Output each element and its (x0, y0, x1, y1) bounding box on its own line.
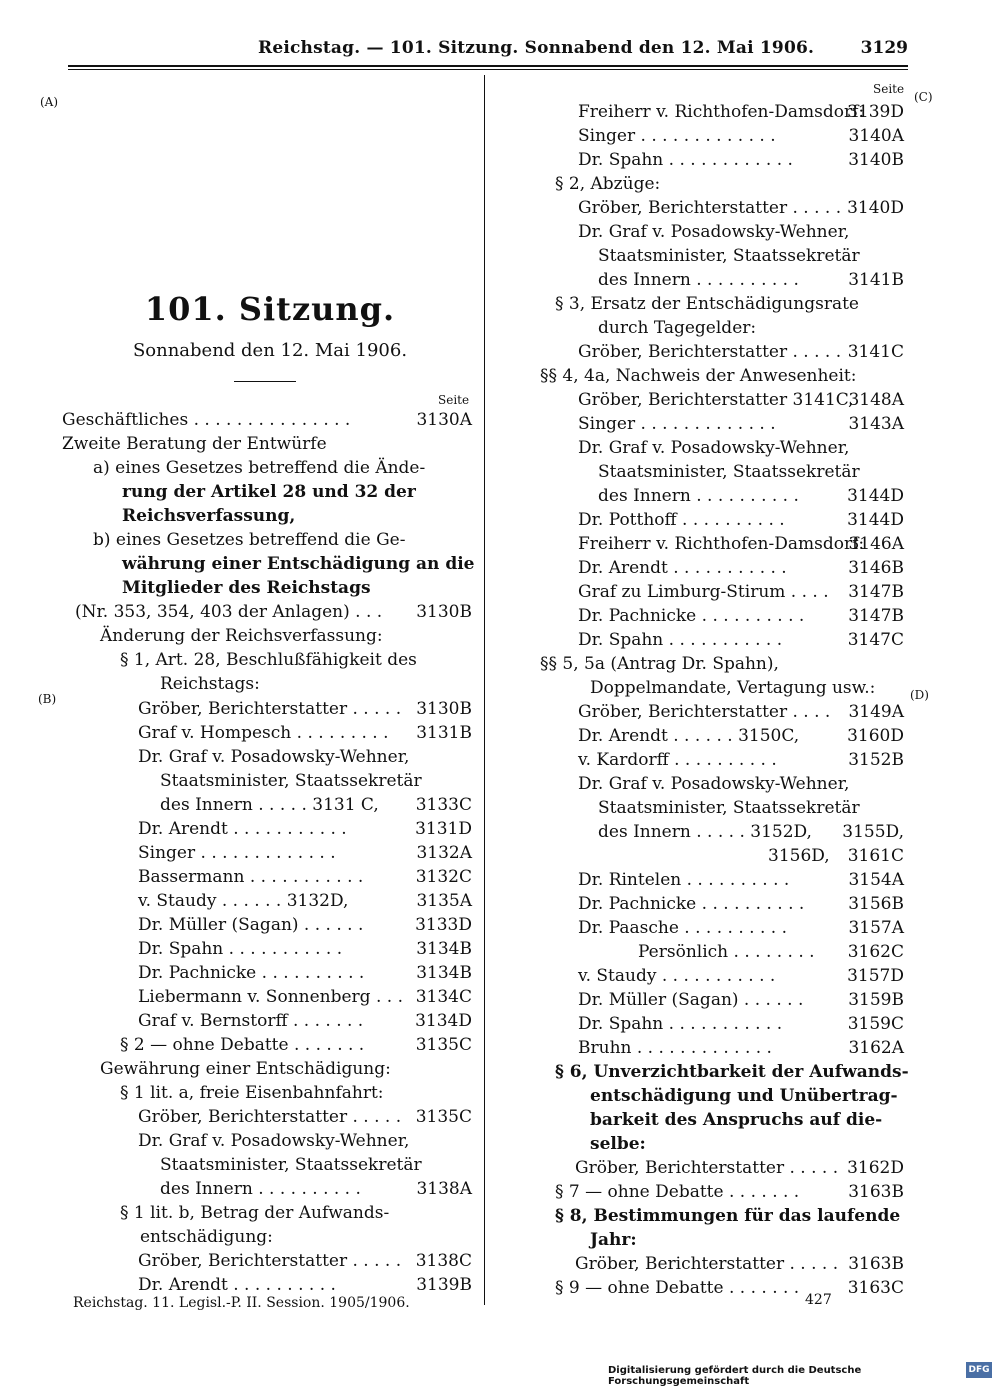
right-index-entry (578, 388, 904, 412)
entry-text: a) eines Gesetzes betreffend die Ände- (93, 458, 426, 478)
session-title: 101. Sitzung. (144, 290, 396, 328)
left-index-entry (160, 1153, 472, 1177)
entry-text: Dr. Spahn . . . . . . . . . . . (138, 939, 343, 959)
right-index-entry (638, 940, 904, 964)
entry-page-ref: 3132C (415, 867, 472, 887)
right-index-entry (578, 340, 904, 364)
entry-text: b) eines Gesetzes betreffend die Ge- (93, 530, 406, 550)
entry-text: des Innern . . . . . 3131 C, (160, 795, 379, 815)
entry-page-ref: 3143A (848, 414, 904, 434)
entry-text: Gröber, Berichterstatter . . . . . (138, 699, 402, 719)
margin-marker-a: (A) (40, 95, 59, 109)
right-index-entry (555, 1180, 904, 1204)
left-index-entry (62, 432, 472, 456)
right-index-entry (590, 1108, 904, 1132)
left-index-entry (62, 408, 472, 432)
entry-text: § 2 — ohne Debatte . . . . . . . (120, 1035, 365, 1055)
entry-page-ref: 3130B (416, 602, 472, 622)
right-index-entry (578, 868, 904, 892)
left-index-entry (140, 1225, 472, 1249)
entry-text: Gröber, Berichterstatter . . . . (578, 702, 831, 722)
entry-page-ref: 3138A (416, 1179, 472, 1199)
entry-text: barkeit des Anspruchs auf die- (590, 1110, 883, 1130)
right-index-entry (590, 1228, 904, 1252)
right-index-entry (578, 892, 904, 916)
entry-page-ref: 3133C (415, 795, 472, 815)
header-rule-thin (68, 69, 908, 70)
entry-page-ref: 3138C (415, 1251, 472, 1271)
entry-text: Dr. Graf v. Posadowsky-Wehner, (138, 747, 410, 767)
entry-text: Graf zu Limburg-Stirum . . . . (578, 582, 829, 602)
margin-marker-b: (B) (38, 692, 57, 706)
entry-page-ref: 3131B (416, 723, 472, 743)
entry-page-ref: 3134B (416, 963, 472, 983)
entry-text: Dr. Arendt . . . . . . . . . . . (578, 558, 787, 578)
entry-text: Gröber, Berichterstatter 3141C, (578, 390, 854, 410)
session-date: Sonnabend den 12. Mai 1906. (132, 340, 408, 361)
left-index-entry (100, 624, 472, 648)
right-index-entry (578, 604, 904, 628)
entry-text: rung der Artikel 28 und 32 der (122, 482, 416, 502)
entry-text: Dr. Graf v. Posadowsky-Wehner, (138, 1131, 410, 1151)
entry-text: Reichstags: (160, 674, 260, 694)
right-index-entry (578, 580, 904, 604)
left-index-entry (160, 769, 472, 793)
left-index-entry (138, 865, 472, 889)
left-index-entry (138, 841, 472, 865)
entry-text: entschädigung: (140, 1227, 273, 1247)
entry-page-ref: 3134B (416, 939, 472, 959)
right-index-entry (578, 532, 904, 556)
right-index-entry (598, 484, 904, 508)
entry-text: § 1 lit. b, Betrag der Aufwands- (120, 1203, 390, 1223)
entry-text: § 3, Ersatz der Entschädigungsrate (555, 294, 859, 314)
entry-text: des Innern . . . . . . . . . . (598, 486, 799, 506)
margin-marker-d: (D) (910, 688, 929, 702)
right-index-entry (598, 244, 904, 268)
right-index-entry (590, 676, 904, 700)
entry-text: (Nr. 353, 354, 403 der Anlagen) . . . (75, 602, 383, 622)
left-index-entry (100, 1057, 472, 1081)
left-index-entry (120, 1201, 472, 1225)
entry-text: Jahr: (590, 1230, 637, 1250)
entry-text: Dr. Potthoff . . . . . . . . . . (578, 510, 785, 530)
entry-text: Dr. Pachnicke . . . . . . . . . . (578, 606, 805, 626)
entry-text: Dr. Pachnicke . . . . . . . . . . (578, 894, 805, 914)
left-index-entry (160, 793, 472, 817)
entry-page-ref: 3139D (847, 102, 904, 122)
right-index-entry (575, 1252, 904, 1276)
entry-page-ref: 3139B (416, 1275, 472, 1295)
left-index-entry (138, 745, 472, 769)
running-header-title: Reichstag. — 101. Sitzung. Sonnabend den 12. Mai 1906. (258, 38, 815, 58)
entry-text: Freiherr v. Richthofen-Damsdorf: (578, 534, 865, 554)
entry-page-ref: 3140A (848, 126, 904, 146)
right-index-entry (598, 460, 904, 484)
entry-text: Staatsminister, Staatssekretär (598, 798, 860, 818)
entry-text: des Innern . . . . . 3152D, (598, 822, 812, 842)
right-index-entry (555, 292, 904, 316)
right-index-entry (578, 916, 904, 940)
entry-page-ref: 3162C (847, 942, 904, 962)
left-index-entry (138, 937, 472, 961)
entry-text: v. Staudy . . . . . . . . . . . (578, 966, 776, 986)
left-index-entry (138, 697, 472, 721)
seite-label-right: Seite (873, 82, 905, 96)
entry-page-ref: 3162D (847, 1158, 904, 1178)
entry-page-ref: 3144D (847, 486, 904, 506)
entry-text: Änderung der Reichsverfassung: (100, 626, 383, 646)
entry-text: Doppelmandate, Vertagung usw.: (590, 678, 876, 698)
entry-text: Staatsminister, Staatssekretär (598, 246, 860, 266)
entry-page-ref: 3147B (848, 582, 904, 602)
entry-text: §§ 4, 4a, Nachweis der Anwesenheit: (540, 366, 857, 386)
left-index-entry (138, 1129, 472, 1153)
entry-text: Zweite Beratung der Entwürfe (62, 434, 327, 454)
right-index-entry (555, 1060, 909, 1084)
entry-text: Dr. Graf v. Posadowsky-Wehner, (578, 774, 850, 794)
footer-session-info: Reichstag. 11. Legisl.-P. II. Session. 1905/1906. (73, 1295, 410, 1311)
right-index-entry (590, 1132, 904, 1156)
entry-page-ref: 3163B (848, 1182, 904, 1202)
entry-text: § 1 lit. a, freie Eisenbahnfahrt: (120, 1083, 384, 1103)
entry-page-ref: 3130A (416, 410, 472, 430)
entry-text: Staatsminister, Staatssekretär (598, 462, 860, 482)
entry-text: § 9 — ohne Debatte . . . . . . . (555, 1278, 800, 1298)
left-index-entry (138, 1273, 472, 1297)
right-index-entry (768, 844, 904, 868)
entry-text: § 7 — ohne Debatte . . . . . . . (555, 1182, 800, 1202)
entry-text: § 1, Art. 28, Beschlußfähigkeit des (120, 650, 417, 670)
entry-page-ref: 3146B (848, 558, 904, 578)
entry-text: Dr. Graf v. Posadowsky-Wehner, (578, 222, 850, 242)
entry-page-ref: 3140B (848, 150, 904, 170)
left-index-entry (120, 648, 472, 672)
entry-page-ref: 3141B (848, 270, 904, 290)
entry-text: Singer . . . . . . . . . . . . . (578, 414, 776, 434)
entry-text: Dr. Müller (Sagan) . . . . . . (138, 915, 364, 935)
entry-page-ref: 3147C (847, 630, 904, 650)
entry-text: §§ 5, 5a (Antrag Dr. Spahn), (540, 654, 779, 674)
entry-text: Dr. Rintelen . . . . . . . . . . (578, 870, 790, 890)
right-index-entry (540, 364, 904, 388)
page-number: 3129 (860, 38, 908, 58)
entry-text: Geschäftliches . . . . . . . . . . . . . . . (62, 410, 351, 430)
entry-page-ref: 3149A (848, 702, 904, 722)
entry-page-ref: 3134C (415, 987, 472, 1007)
entry-page-ref: 3132A (416, 843, 472, 863)
entry-text: Bassermann . . . . . . . . . . . (138, 867, 364, 887)
digitization-credit: Digitalisierung gefördert durch die Deutsche Forschungsgemeinschaft (608, 1365, 862, 1387)
left-index-entry (93, 528, 472, 552)
right-index-entry (598, 820, 904, 844)
right-index-entry (578, 148, 904, 172)
entry-text: Dr. Arendt . . . . . . . . . . . (138, 819, 347, 839)
entry-text: Graf v. Hompesch . . . . . . . . . (138, 723, 389, 743)
entry-page-ref: 3161C (847, 846, 904, 866)
entry-text: § 2, Abzüge: (555, 174, 661, 194)
entry-text: entschädigung und Unübertrag- (590, 1086, 898, 1106)
right-index-entry (578, 196, 904, 220)
entry-text: 3156D, (768, 846, 830, 866)
right-index-entry (590, 1084, 904, 1108)
entry-page-ref: 3144D (847, 510, 904, 530)
column-divider (484, 75, 485, 1305)
entry-text: Gröber, Berichterstatter . . . . . (578, 342, 842, 362)
left-index-entry (138, 913, 472, 937)
right-index-entry (555, 172, 904, 196)
entry-text: des Innern . . . . . . . . . . (160, 1179, 361, 1199)
left-index-entry (160, 1177, 472, 1201)
entry-text: Singer . . . . . . . . . . . . . (138, 843, 336, 863)
right-index-entry (578, 508, 904, 532)
entry-text: Gröber, Berichterstatter . . . . . (575, 1254, 839, 1274)
left-index-entry (138, 985, 472, 1009)
left-index-entry (122, 576, 472, 600)
right-index-entry (578, 700, 904, 724)
entry-page-ref: 3155D, (842, 822, 904, 842)
right-index-entry (575, 1156, 904, 1180)
entry-text: Dr. Spahn . . . . . . . . . . . (578, 630, 783, 650)
left-index-entry (122, 552, 475, 576)
entry-text: Persönlich . . . . . . . . (638, 942, 815, 962)
entry-text: Staatsminister, Staatssekretär (160, 771, 422, 791)
left-index-entry (120, 1033, 472, 1057)
entry-text: Dr. Graf v. Posadowsky-Wehner, (578, 438, 850, 458)
right-index-entry (578, 748, 904, 772)
entry-text: Gewährung einer Entschädigung: (100, 1059, 391, 1079)
left-index-entry (138, 817, 472, 841)
entry-page-ref: 3159B (848, 990, 904, 1010)
entry-text: Freiherr v. Richthofen-Damsdorf: (578, 102, 865, 122)
entry-text: Dr. Pachnicke . . . . . . . . . . (138, 963, 365, 983)
right-index-entry (578, 988, 904, 1012)
entry-page-ref: 3152B (848, 750, 904, 770)
left-index-entry (138, 721, 472, 745)
left-index-entry (160, 672, 472, 696)
entry-text: durch Tagegelder: (598, 318, 757, 338)
right-index-entry (578, 1012, 904, 1036)
entry-page-ref: 3135C (415, 1107, 472, 1127)
entry-page-ref: 3135C (415, 1035, 472, 1055)
entry-page-ref: 3160D (847, 726, 904, 746)
right-index-entry (578, 220, 904, 244)
entry-text: v. Staudy . . . . . . 3132D, (138, 891, 349, 911)
entry-text: Dr. Paasche . . . . . . . . . . (578, 918, 787, 938)
right-index-entry (598, 316, 904, 340)
right-index-entry (578, 1036, 904, 1060)
left-index-entry (122, 480, 472, 504)
entry-page-ref: 3141C (847, 342, 904, 362)
entry-page-ref: 3162A (848, 1038, 904, 1058)
left-index-entry (138, 1249, 472, 1273)
margin-marker-c: (C) (914, 90, 933, 104)
entry-text: Staatsminister, Staatssekretär (160, 1155, 422, 1175)
seite-label-left: Seite (438, 393, 470, 407)
title-rule (234, 381, 296, 382)
right-index-entry (578, 724, 904, 748)
left-index-entry (138, 1009, 472, 1033)
entry-page-ref: 3133D (415, 915, 472, 935)
left-index-entry (122, 504, 472, 528)
entry-text: Dr. Spahn . . . . . . . . . . . (578, 1014, 783, 1034)
entry-text: Dr. Arendt . . . . . . 3150C, (578, 726, 800, 746)
right-index-entry (540, 652, 904, 676)
entry-text: Gröber, Berichterstatter . . . . . (575, 1158, 839, 1178)
header-rule (68, 65, 908, 67)
entry-text: selbe: (590, 1134, 646, 1154)
right-index-entry (598, 268, 904, 292)
entry-page-ref: 3146A (848, 534, 904, 554)
entry-text: Mitglieder des Reichstags (122, 578, 371, 598)
entry-text: Dr. Spahn . . . . . . . . . . . . (578, 150, 793, 170)
running-header (258, 38, 908, 64)
entry-page-ref: 3148A (848, 390, 904, 410)
entry-text: Bruhn . . . . . . . . . . . . . (578, 1038, 772, 1058)
left-index-entry (138, 889, 472, 913)
right-index-entry (555, 1276, 904, 1300)
entry-page-ref: 3140D (847, 198, 904, 218)
entry-page-ref: 3163B (848, 1254, 904, 1274)
entry-text: § 8, Bestimmungen für das laufende (555, 1206, 901, 1226)
entry-page-ref: 3157A (848, 918, 904, 938)
entry-page-ref: 3147B (848, 606, 904, 626)
entry-text: währung einer Entschädigung an die (122, 554, 475, 574)
entry-text: Liebermann v. Sonnenberg . . . (138, 987, 403, 1007)
right-index-entry (578, 556, 904, 580)
entry-page-ref: 3135A (416, 891, 472, 911)
right-index-entry (578, 964, 904, 988)
entry-page-ref: 3131D (415, 819, 472, 839)
entry-text: Singer . . . . . . . . . . . . . (578, 126, 776, 146)
entry-page-ref: 3157D (847, 966, 904, 986)
entry-page-ref: 3159C (847, 1014, 904, 1034)
right-index-entry (555, 1204, 904, 1228)
entry-text: Reichsverfassung, (122, 506, 296, 526)
entry-text: Dr. Müller (Sagan) . . . . . . (578, 990, 804, 1010)
entry-text: des Innern . . . . . . . . . . (598, 270, 799, 290)
left-index-entry (75, 600, 472, 624)
right-index-entry (578, 436, 904, 460)
right-index-entry (578, 124, 904, 148)
entry-text: Gröber, Berichterstatter . . . . . (138, 1107, 402, 1127)
entry-page-ref: 3134D (415, 1011, 472, 1031)
entry-page-ref: 3163C (847, 1278, 904, 1298)
entry-text: v. Kardorff . . . . . . . . . . (578, 750, 777, 770)
left-index-entry (93, 456, 472, 480)
entry-text: Gröber, Berichterstatter . . . . . (578, 198, 842, 218)
left-index-entry (138, 961, 472, 985)
entry-text: Dr. Arendt . . . . . . . . . . (138, 1275, 336, 1295)
right-index-entry (578, 772, 904, 796)
entry-page-ref: 3130B (416, 699, 472, 719)
left-index-entry (120, 1081, 472, 1105)
dfg-logo: DFG (966, 1362, 992, 1378)
entry-page-ref: 3156B (848, 894, 904, 914)
right-index-entry (578, 412, 904, 436)
right-index-entry (598, 796, 904, 820)
entry-text: Graf v. Bernstorff . . . . . . . (138, 1011, 364, 1031)
left-index-entry (138, 1105, 472, 1129)
entry-text: § 6, Unverzichtbarkeit der Aufwands- (555, 1062, 909, 1082)
entry-text: Gröber, Berichterstatter . . . . . (138, 1251, 402, 1271)
sheet-number: 427 (805, 1292, 832, 1308)
right-index-entry (578, 628, 904, 652)
right-index-entry (578, 100, 904, 124)
entry-page-ref: 3154A (848, 870, 904, 890)
